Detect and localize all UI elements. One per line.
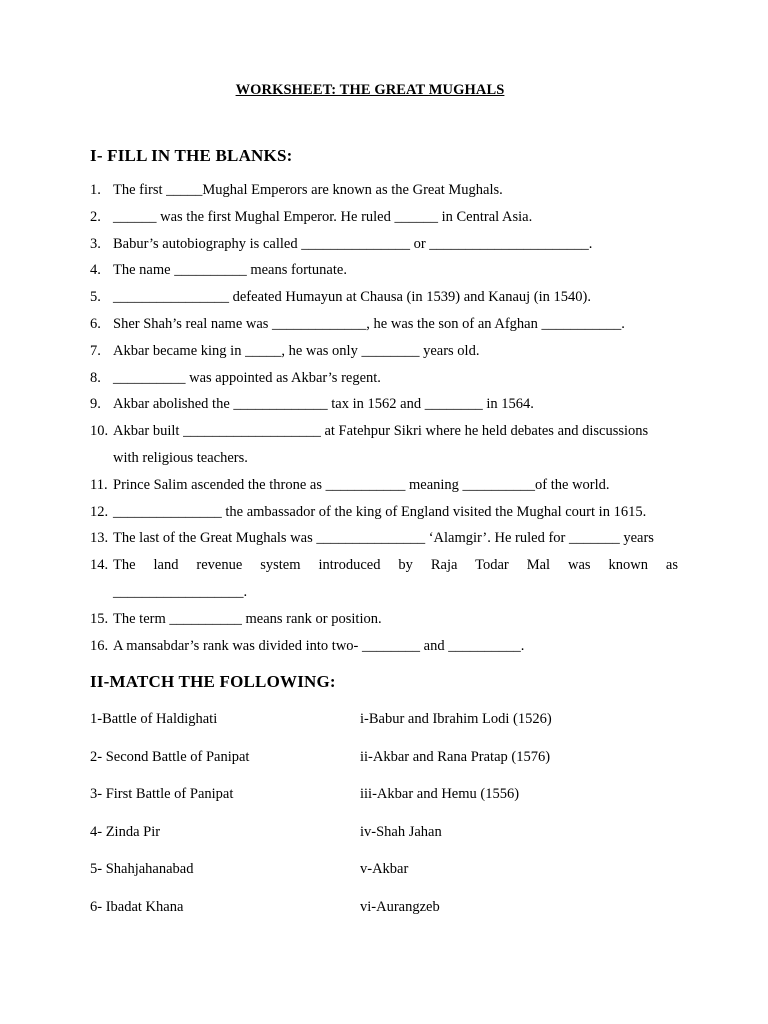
match-left-item: 4- Zinda Pir xyxy=(90,823,161,840)
match-row xyxy=(90,747,690,785)
match-row xyxy=(90,897,690,935)
question-item xyxy=(90,391,678,418)
question-item xyxy=(90,177,678,204)
question-number: 1. xyxy=(90,182,101,198)
question-item xyxy=(90,284,678,311)
question-text: The land revenue system introduced by Raja Todar Mal was known as xyxy=(113,557,678,574)
match-table xyxy=(90,709,690,934)
question-text: The term __________ means rank or position. xyxy=(113,610,382,627)
question-number: 4. xyxy=(90,262,101,279)
question-item xyxy=(90,311,678,338)
question-continuation: __________________. xyxy=(113,583,248,600)
question-number: 10. xyxy=(90,423,109,440)
question-text: Akbar built ___________________ at Fatehpur Sikri where he held debates and discussions xyxy=(113,423,649,440)
fill-in-blanks-list xyxy=(90,177,678,659)
match-right-item: iv-Shah Jahan xyxy=(360,823,442,840)
match-left-item: 6- Ibadat Khana xyxy=(90,898,184,915)
question-text: The name __________ means fortunate. xyxy=(113,262,347,279)
match-left-item: 3- First Battle of Panipat xyxy=(90,786,234,802)
question-number: 3. xyxy=(90,235,101,252)
match-right-item: ii-Akbar and Rana Pratap (1576) xyxy=(360,748,551,765)
question-number: 16. xyxy=(90,637,109,654)
question-item xyxy=(90,204,678,231)
match-row xyxy=(90,709,690,747)
question-item xyxy=(90,257,678,284)
question-number: 5. xyxy=(90,289,101,306)
match-row xyxy=(90,784,690,822)
question-text: A mansabdar’s rank was divided into two- ________ and __________. xyxy=(113,637,525,654)
question-text: Akbar abolished the _____________ tax in 1562 and ________ in 1564. xyxy=(113,396,534,413)
match-right-item: i-Babur and Ibrahim Lodi (1526) xyxy=(360,711,552,727)
match-right-item: v-Akbar xyxy=(360,861,409,877)
question-item xyxy=(90,606,678,633)
question-number: 7. xyxy=(90,342,101,359)
question-item xyxy=(90,472,678,499)
question-item xyxy=(90,365,678,392)
question-item xyxy=(90,231,678,258)
question-number: 14. xyxy=(90,557,109,574)
match-left-item: 5- Shahjahanabad xyxy=(90,861,194,877)
match-row xyxy=(90,859,690,897)
question-text: Sher Shah’s real name was _____________, he was the son of an Afghan ___________. xyxy=(113,315,625,332)
question-continuation: with religious teachers. xyxy=(113,449,248,466)
match-right-item: iii-Akbar and Hemu (1556) xyxy=(360,786,520,802)
question-text: ______ was the first Mughal Emperor. He ruled ______ in Central Asia. xyxy=(113,208,533,225)
match-row xyxy=(90,822,690,860)
question-text: Babur’s autobiography is called _______________ or ______________________. xyxy=(113,235,593,252)
section2-heading: II-MATCH THE FOLLOWING: xyxy=(90,672,336,691)
section1-heading: I- FILL IN THE BLANKS: xyxy=(90,146,293,165)
question-number: 11. xyxy=(90,476,108,493)
match-left-item: 2- Second Battle of Panipat xyxy=(90,748,250,765)
question-text: __________ was appointed as Akbar’s regent. xyxy=(113,369,381,386)
question-text: The first _____Mughal Emperors are known as the Great Mughals. xyxy=(113,182,503,198)
question-text: The last of the Great Mughals was _______________ ‘Alamgir’. He ruled for _______ years xyxy=(113,530,654,547)
question-text: Prince Salim ascended the throne as ___________ meaning __________of the world. xyxy=(113,476,610,493)
question-number: 15. xyxy=(90,610,109,627)
question-number: 8. xyxy=(90,369,101,386)
question-number: 12. xyxy=(90,503,109,520)
question-text: Akbar became king in _____, he was only ________ years old. xyxy=(113,342,480,359)
worksheet-title: WORKSHEET: THE GREAT MUGHALS xyxy=(235,82,505,98)
question-item xyxy=(90,633,678,660)
question-number: 13. xyxy=(90,530,109,547)
question-text: ________________ defeated Humayun at Chausa (in 1539) and Kanauj (in 1540). xyxy=(113,289,591,306)
question-item xyxy=(90,338,678,365)
question-item xyxy=(90,499,678,526)
question-item xyxy=(90,525,678,552)
question-number: 2. xyxy=(90,208,101,225)
question-number: 9. xyxy=(90,396,101,413)
match-left-item: 1-Battle of Haldighati xyxy=(90,711,218,727)
question-item xyxy=(90,552,678,579)
question-number: 6. xyxy=(90,315,101,332)
question-text: _______________ the ambassador of the king of England visited the Mughal court in 1615. xyxy=(113,503,647,520)
question-item xyxy=(90,418,678,445)
match-right-item: vi-Aurangzeb xyxy=(360,898,440,915)
